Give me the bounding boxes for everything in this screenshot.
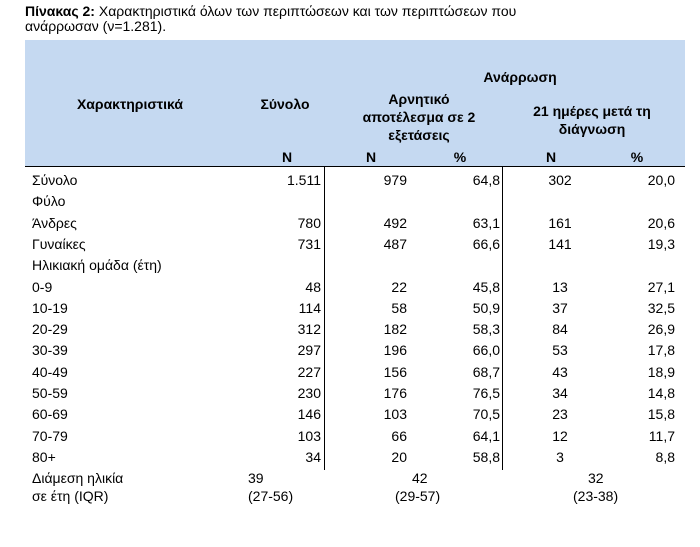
cell-negative-pct: 68,7 <box>472 363 500 380</box>
median-label-line2: σε έτη (IQR) <box>32 488 109 504</box>
table-row <box>25 234 685 255</box>
cell-negative-n: 182 <box>383 321 407 338</box>
cell-21-days-n: 23 <box>552 406 568 423</box>
table-row <box>25 213 685 234</box>
header-negative-result <box>343 90 495 144</box>
cell-21-days-n: 84 <box>552 321 568 338</box>
header-negative-line2: αποτέλεσμα σε 2 <box>362 109 476 125</box>
header-21-days-pct: % <box>630 149 644 165</box>
cell-21-days-pct: 27,1 <box>647 278 675 295</box>
cell-21-days-n: 43 <box>552 363 568 380</box>
cell-negative-n: 103 <box>383 406 407 423</box>
cell-negative-pct: 66,6 <box>472 235 500 252</box>
median-age-row <box>25 469 685 509</box>
cell-21-days-pct: 11,7 <box>648 427 675 444</box>
row-label: 30-39 <box>32 342 68 359</box>
cell-negative-n: 20 <box>391 448 407 465</box>
caption-text: Χαρακτηριστικά όλων των περιπτώσεων και των περιπτώσεων που <box>98 3 517 19</box>
cell-total: 297 <box>297 342 321 359</box>
row-label: Ηλικιακή ομάδα (έτη) <box>32 257 162 274</box>
header-negative-line3: εξετάσεις <box>388 127 450 143</box>
cell-negative-pct: 58,3 <box>472 321 500 338</box>
median-total-iqr: (27-56) <box>248 488 294 504</box>
header-total-n: N <box>281 149 293 165</box>
cell-negative-pct: 63,1 <box>472 214 500 231</box>
table-row <box>25 255 685 276</box>
row-label: 40-49 <box>32 363 68 380</box>
cell-negative-n: 979 <box>383 172 407 188</box>
cell-21-days-pct: 19,3 <box>647 235 675 252</box>
median-label-line1: Διάμεση ηλικία <box>32 470 124 486</box>
table-row <box>25 362 685 383</box>
cell-21-days-n: 34 <box>552 385 568 401</box>
median-total: 39 <box>248 470 264 486</box>
row-label: 80+ <box>32 448 56 465</box>
header-characteristics: Χαρακτηριστικά <box>76 96 184 112</box>
cell-21-days-pct: 32,5 <box>647 299 675 316</box>
cell-negative-pct: 70,5 <box>472 406 500 423</box>
header-total: Σύνολο <box>260 96 310 112</box>
cell-negative-pct: 45,8 <box>472 278 500 295</box>
cell-21-days-n: 53 <box>552 342 568 359</box>
cell-negative-n: 176 <box>383 385 407 401</box>
cell-negative-pct: 64,8 <box>472 172 500 188</box>
row-label: 20-29 <box>32 321 68 338</box>
cell-negative-pct: 58,8 <box>472 448 500 465</box>
cell-21-days-n: 161 <box>548 214 572 231</box>
cell-total: 146 <box>297 406 321 423</box>
header-negative-n: N <box>365 149 377 165</box>
cell-21-days-n: 3 <box>556 448 564 465</box>
header-21-days-n: N <box>545 149 557 165</box>
row-label: Γυναίκες <box>32 235 86 252</box>
header-negative-line1: Αρνητικό <box>388 91 450 107</box>
table-row <box>25 404 685 425</box>
median-negative: 42 <box>412 470 428 486</box>
table-row <box>25 170 685 191</box>
cell-negative-n: 58 <box>391 299 407 316</box>
table-row <box>25 298 685 319</box>
row-label: 50-59 <box>32 385 68 401</box>
cell-total: 114 <box>298 299 321 316</box>
row-label: 0-9 <box>32 278 53 295</box>
table-row <box>25 191 685 212</box>
cell-21-days-n: 302 <box>548 172 572 188</box>
header-recovery: Ανάρρωση <box>483 69 557 85</box>
header-21-days-line2: διάγνωση <box>558 121 626 137</box>
row-label: 60-69 <box>32 406 68 423</box>
row-label: Φύλο <box>32 193 66 210</box>
cell-21-days-n: 12 <box>552 427 568 444</box>
cell-21-days-n: 13 <box>552 278 568 295</box>
table-row <box>25 383 685 404</box>
cell-negative-pct: 50,9 <box>472 299 500 316</box>
cell-total: 230 <box>297 385 321 401</box>
cell-21-days-n: 37 <box>552 299 568 316</box>
cell-negative-pct: 76,5 <box>472 385 500 401</box>
cell-total: 103 <box>297 427 321 444</box>
median-21-days-iqr: (23-38) <box>573 488 619 504</box>
cell-21-days-pct: 8,8 <box>655 448 675 465</box>
table-caption <box>25 4 675 34</box>
cell-negative-n: 492 <box>383 214 407 231</box>
row-label: 70-79 <box>32 427 68 444</box>
cell-21-days-pct: 14,8 <box>647 385 675 401</box>
cell-negative-n: 156 <box>383 363 407 380</box>
cell-21-days-pct: 15,8 <box>647 406 675 423</box>
caption-label: Πίνακας 2: <box>25 3 95 19</box>
table-row <box>25 340 685 361</box>
median-21-days: 32 <box>588 470 604 486</box>
cell-21-days-pct: 20,6 <box>647 214 675 231</box>
table-row <box>25 277 685 298</box>
header-21-days <box>517 102 667 138</box>
cell-negative-n: 487 <box>383 235 407 252</box>
cell-21-days-pct: 26,9 <box>647 321 675 338</box>
table-row <box>25 447 685 468</box>
row-label: Σύνολο <box>32 172 78 188</box>
caption-text-continued: ανάρρωσαν (ν=1.281). <box>25 18 167 34</box>
cell-21-days-n: 141 <box>548 235 572 252</box>
cell-total: 34 <box>305 448 321 465</box>
median-negative-iqr: (29-57) <box>395 488 441 504</box>
cell-total: 227 <box>297 363 321 380</box>
cell-negative-pct: 66,0 <box>472 342 500 359</box>
cell-negative-pct: 64,1 <box>472 427 500 444</box>
cell-total: 780 <box>297 214 321 231</box>
table-row <box>25 319 685 340</box>
cell-total: 731 <box>297 235 321 252</box>
cell-negative-n: 196 <box>383 342 407 359</box>
cell-total: 48 <box>305 278 321 295</box>
table-header <box>25 40 685 167</box>
row-label: Άνδρες <box>32 214 77 231</box>
cell-total: 1.511 <box>287 172 321 188</box>
cell-21-days-pct: 18,9 <box>647 363 675 380</box>
cell-total: 312 <box>297 321 321 338</box>
header-negative-pct: % <box>453 149 467 165</box>
table-row <box>25 426 685 447</box>
cell-21-days-pct: 17,8 <box>647 342 675 359</box>
row-label: 10-19 <box>32 299 68 316</box>
header-21-days-line1: 21 ημέρες μετά τη <box>533 103 651 119</box>
cell-21-days-pct: 20,0 <box>647 172 675 188</box>
cell-negative-n: 22 <box>391 278 407 295</box>
cell-negative-n: 66 <box>391 427 407 444</box>
